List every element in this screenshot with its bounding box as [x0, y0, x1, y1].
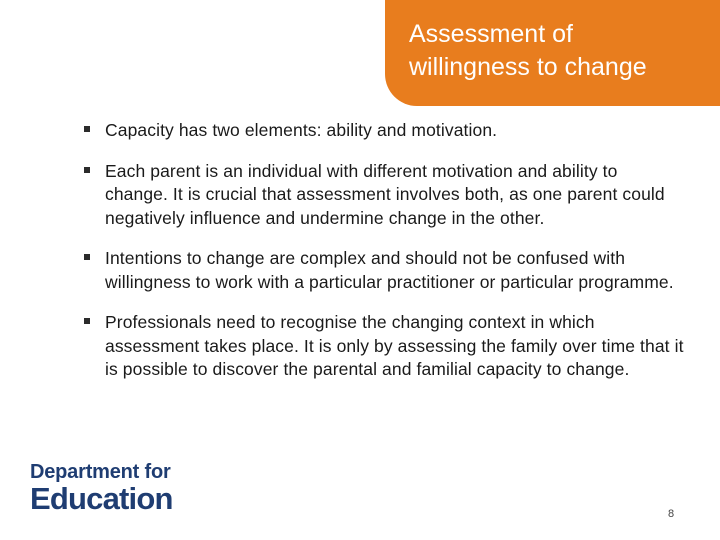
bullet-item [84, 247, 684, 294]
slide-title: Assessment of willingness to change [409, 20, 647, 81]
bullet-item [84, 160, 684, 231]
bullet-text: Each parent is an individual with different motivation and ability to change. It is crucial that assessment involves both, as one parent could negatively influence and undermine change in the other. [105, 160, 665, 228]
bullet-item [84, 119, 684, 143]
square-bullet-icon [84, 254, 90, 260]
bullet-list [84, 119, 684, 399]
department-for-education-logo [30, 461, 173, 515]
logo-line-1: Department for [30, 461, 171, 483]
square-bullet-icon [84, 167, 90, 173]
page-number: 8 [668, 508, 675, 520]
title-banner [385, 0, 720, 106]
bullet-text: Intentions to change are complex and should not be confused with willingness to work with a particular practitioner or particular programme. [105, 248, 674, 292]
square-bullet-icon [84, 318, 90, 324]
bullet-item [84, 311, 684, 382]
bullet-text: Professionals need to recognise the changing context in which assessment takes place. It is only by assessing the family over time that it is possible to discover the parental and familial capacity to change. [105, 312, 684, 379]
bullet-text: Capacity has two elements: ability and motivation. [105, 120, 498, 140]
logo-line-2: Education [30, 481, 173, 516]
square-bullet-icon [84, 126, 90, 132]
